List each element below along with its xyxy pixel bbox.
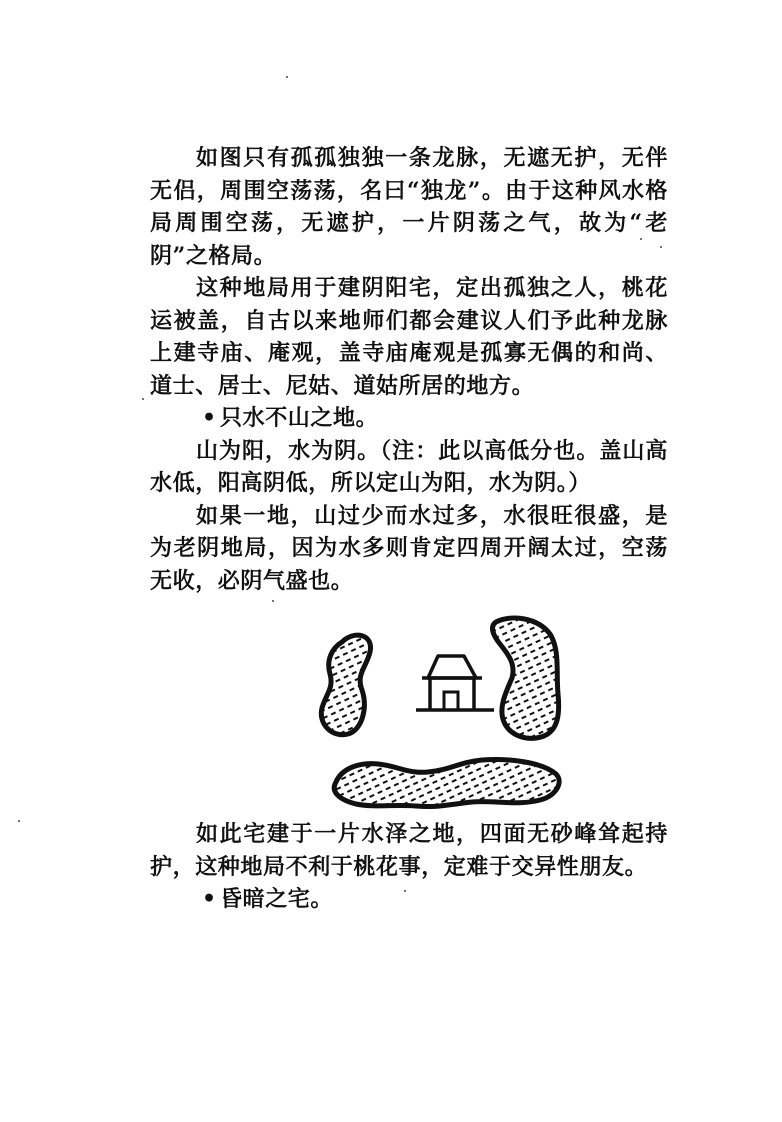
scan-speck bbox=[272, 600, 274, 602]
paragraph: 如图只有孤孤独独一条龙脉，无遮无护，无伴无侣，周围空荡荡，名曰“独龙”。由于这种风水格局周围空荡，无遮护，一片阴荡之气，故为“老阴”之格局。 bbox=[150, 145, 668, 269]
water-pool-bottom-icon bbox=[334, 760, 559, 807]
illustration bbox=[312, 612, 568, 812]
bullet-heading bbox=[150, 402, 668, 435]
paragraph: 如此宅建于一片水泽之地，四面无砂峰耸起持护，这种地局不利于桃花事，定难于交异性朋友。 bbox=[150, 821, 668, 880]
text-block-bottom bbox=[150, 818, 668, 916]
scan-speck bbox=[286, 76, 288, 78]
bullet-text: 只水不山之地。 bbox=[220, 405, 379, 431]
bullet-text: 昏暗之宅。 bbox=[220, 886, 334, 912]
paragraph: 如果一地，山过少而水过多，水很旺很盛，是为老阴地局，因为水多则肯定四周开阔太过，空荡无收，必阴气盛也。 bbox=[150, 502, 668, 594]
house-icon bbox=[416, 656, 494, 710]
text-block-top bbox=[150, 142, 668, 597]
scan-speck bbox=[142, 398, 144, 400]
scan-speck bbox=[640, 238, 642, 240]
bullet-marker: • bbox=[202, 405, 217, 431]
paragraph: 这种地局用于建阴阳宅，定出孤独之人，桃花运被盖，自古以来地师们都会建议人们予此种龙脉上建寺庙、庵观，盖寺庙庵观是孤寡无偶的和尚、道士、居士、尼姑、道姑所居的地方。 bbox=[150, 275, 668, 399]
paragraph: 山为阳，水为阴。（注：此以高低分也。盖山高水低，阳高阴低，所以定山为阳，水为阴。） bbox=[150, 437, 668, 496]
water-pool-left-icon bbox=[321, 635, 370, 735]
scan-speck bbox=[18, 820, 20, 822]
bullet-marker: • bbox=[202, 886, 217, 912]
bullet-heading bbox=[150, 883, 668, 916]
scan-speck bbox=[660, 246, 662, 248]
water-pool-right-icon bbox=[493, 618, 559, 738]
scan-speck bbox=[404, 890, 406, 892]
